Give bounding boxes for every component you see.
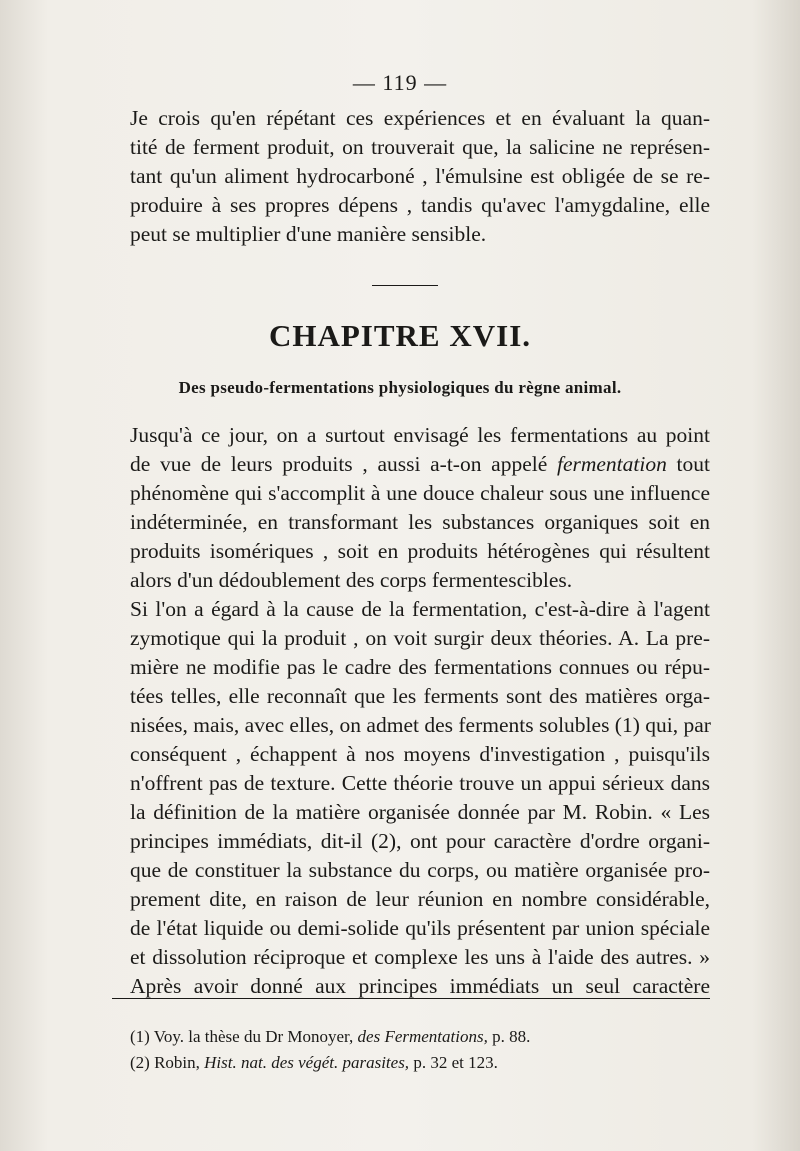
footnote-2-page: p. 32 et 123. <box>409 1053 498 1072</box>
footnote-2 <box>130 1050 710 1076</box>
footnote-1 <box>130 1024 710 1050</box>
text-line: tées telles, elle reconnaît que les ferments sont des matières orga- <box>130 684 710 708</box>
chapter-subtitle: Des pseudo-fermentations physiologiques du règne animal. <box>178 378 622 397</box>
footnote-divider <box>112 998 710 999</box>
text-line: de l'état liquide ou demi-solide qu'ils présentent par union spéciale <box>130 916 710 940</box>
text-line: nisées, mais, avec elles, on admet des ferments solubles (1) qui, par <box>130 713 711 737</box>
text-line: que de constituer la substance du corps, ou matière organisée pro- <box>130 858 710 882</box>
text-line: de vue de leurs produits , aussi a-t-on appelé fermentation tout <box>130 452 710 476</box>
text-line: mière ne modifie pas le cadre des fermentations connues ou répu- <box>130 655 710 679</box>
footnote-1-title: des Fermentations, <box>357 1027 488 1046</box>
footnotes <box>130 1024 710 1076</box>
text-line: n'offrent pas de texture. Cette théorie trouve un appui sérieux dans <box>130 771 710 795</box>
text-line: tité de ferment produit, on trouverait que, la salicine ne représen- <box>130 135 710 159</box>
page-number: — 119 — <box>352 70 448 95</box>
text-line: zymotique qui la produit , on voit surgir deux théories. A. La pre- <box>130 626 710 650</box>
text-line: et dissolution réciproque et complexe les uns à l'aide des autres. » <box>130 945 710 969</box>
text-line: Après avoir donné aux principes immédiats un seul caractère <box>130 974 710 998</box>
text-line: Je crois qu'en répétant ces expériences et en évaluant la quan- <box>130 106 710 130</box>
text-line: prement dite, en raison de leur réunion en nombre considérable, <box>130 887 710 911</box>
chapter-body <box>130 421 710 1001</box>
footnote-1-text: (1) Voy. la thèse du Dr Monoyer, <box>130 1027 358 1046</box>
footnote-2-title: Hist. nat. des végét. parasites, <box>204 1053 410 1072</box>
text-line: la définition de la matière organisée donnée par M. Robin. « Les <box>130 800 710 824</box>
footnote-2-text: (2) Robin, <box>130 1053 205 1072</box>
text-line: alors d'un dédoublement des corps fermentescibles. <box>130 568 573 592</box>
text-line: Jusqu'à ce jour, on a surtout envisagé les fermentations au point <box>130 423 710 447</box>
text-line: phénomène qui s'accomplit à une douce chaleur sous une influence <box>130 481 710 505</box>
text-line: conséquent , échappent à nos moyens d'investigation , puisqu'ils <box>130 742 710 766</box>
intro-paragraph <box>130 104 710 249</box>
text-line: tant qu'un aliment hydrocarboné , l'émulsine est obligée de se re- <box>130 164 710 188</box>
chapter-title: CHAPITRE XVII. <box>268 318 532 353</box>
text-line: produits isomériques , soit en produits hétérogènes qui résultent <box>130 539 710 563</box>
text-line: produire à ses propres dépens , tandis qu'avec l'amygdaline, elle <box>130 193 710 217</box>
section-divider <box>372 285 438 286</box>
footnote-1-page: p. 88. <box>487 1027 531 1046</box>
text-line: principes immédiats, dit-il (2), ont pour caractère d'ordre organi- <box>130 829 710 853</box>
text-line: indéterminée, en transformant les substances organiques soit en <box>130 510 710 534</box>
text-line: Si l'on a égard à la cause de la fermentation, c'est-à-dire à l'agent <box>130 597 710 621</box>
text-line: peut se multiplier d'une manière sensible. <box>130 222 487 246</box>
